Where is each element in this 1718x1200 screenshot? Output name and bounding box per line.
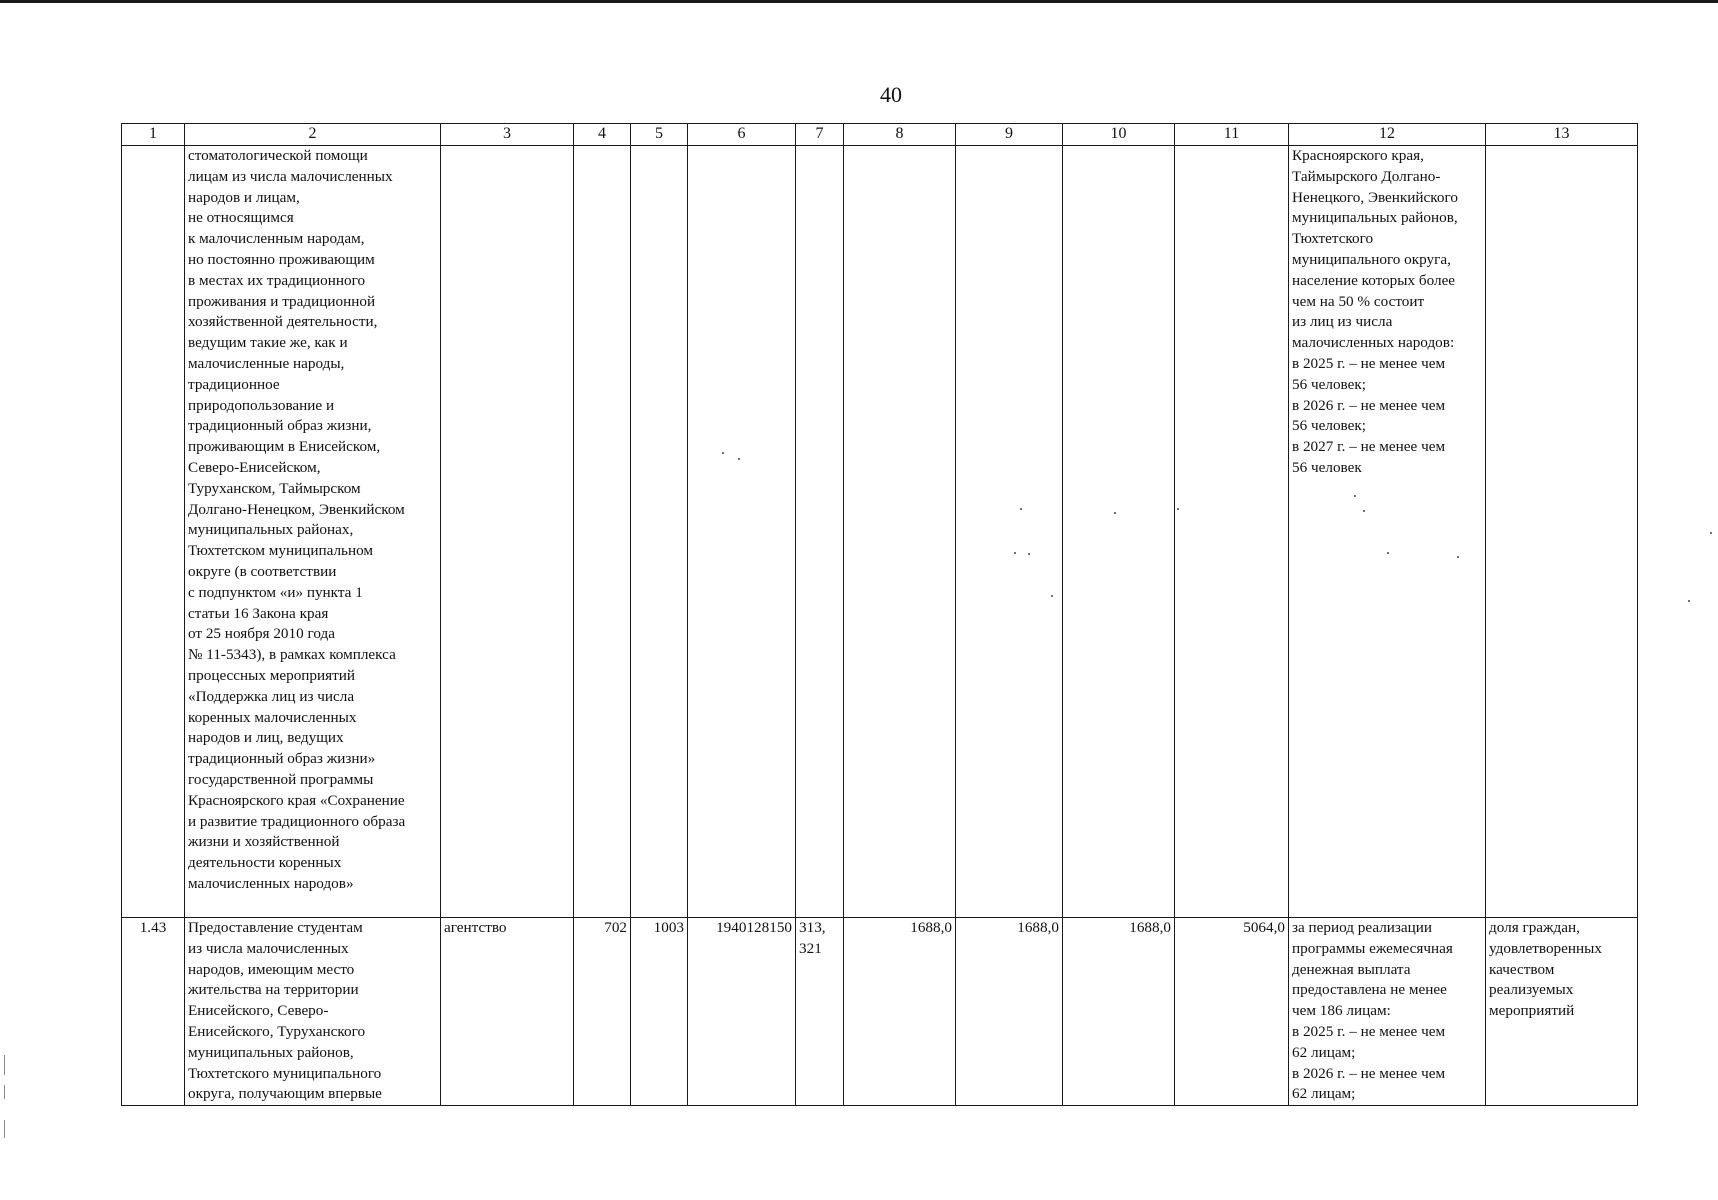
column-header: 7 [796,124,844,146]
cell-indicator [1486,146,1638,918]
column-header: 12 [1289,124,1486,146]
text-line: качеством [1489,960,1555,978]
indicator-lines [1489,918,1634,1022]
text-line: округа, получающим впервые [188,1085,382,1103]
cell-total [1175,146,1289,918]
text-line: чем на 50 % состоит [1292,292,1425,310]
cell-number [122,146,185,918]
column-header: 4 [574,124,631,146]
text-line: 56 человек; [1292,417,1366,435]
text-line: реализуемых [1489,981,1574,999]
scan-speck [1710,532,1712,534]
text-line: Красноярского края «Сохранение [188,791,405,809]
text-line: лицам из числа малочисленных [188,167,393,185]
text-line: но постоянно проживающим [188,250,375,268]
text-line: жизни и хозяйственной [188,833,340,851]
text-line: народов и лицам, [188,188,300,206]
expected-result-lines [1292,918,1482,1105]
activity-name-lines [188,146,437,895]
text-line: процессных мероприятий [188,666,356,684]
cell-vr [796,918,844,1106]
text-line: деятельности коренных [188,854,342,872]
text-line: мероприятий [1489,1002,1575,1020]
text-line: Енисейского, Северо- [188,1002,329,1020]
text-line: муниципальных районов, [188,1043,354,1061]
text-line: Предоставление студентам [188,919,363,936]
cell-activity-name [185,146,441,918]
text-line: программы ежемесячная [1292,939,1453,957]
text-line: государственной программы [188,770,374,788]
text-line: из лиц из числа [1292,313,1393,331]
cell-indicator [1486,918,1638,1106]
scan-top-border [0,0,1718,3]
scan-edge-mark [4,1120,5,1138]
scan-speck [1028,553,1030,555]
cell-2027 [1063,146,1175,918]
text-line: муниципальных районов, [1292,209,1458,227]
column-header: 2 [185,124,441,146]
cell-2027: 1688,0 [1063,918,1175,1106]
text-line: муниципальных районах, [188,521,354,539]
cell-rzpr: 1003 [631,918,688,1106]
text-line: малочисленные народы, [188,354,345,372]
text-line: Долгано-Ненецком, Эвенкийском [188,500,405,518]
text-line: в 2025 г. – не менее чем [1292,1022,1446,1040]
text-line: к малочисленным народам, [188,230,365,248]
scan-edge-mark [4,1085,5,1099]
text-line: предоставлена не менее [1292,981,1447,999]
scan-speck [1354,495,1356,497]
cell-rzpr [631,146,688,918]
text-line: традиционное [188,375,280,393]
text-line: в 2027 г. – не менее чем [1292,438,1446,456]
cell-2026: 1688,0 [956,918,1063,1106]
column-header: 13 [1486,124,1638,146]
cell-2025 [844,146,956,918]
text-line: Таймырского Долгано- [1292,167,1441,185]
text-line: традиционный образ жизни» [188,750,376,768]
scan-speck [1688,600,1690,602]
text-line: население которых более [1292,271,1456,289]
scan-speck [1387,552,1389,554]
column-number-row [122,124,1638,146]
cell-vr [796,146,844,918]
text-line: округе (в соответствии [188,562,337,580]
column-header: 10 [1063,124,1175,146]
text-line: хозяйственной деятельности, [188,313,378,331]
scan-speck [1020,508,1022,510]
column-header: 5 [631,124,688,146]
text-line: удовлетворенных [1489,939,1602,957]
text-line: в 2026 г. – не менее чем [1292,396,1446,414]
cell-csr: 1940128150 [688,918,796,1106]
scan-speck [738,458,740,460]
vr-lines [799,918,840,960]
cell-grbs: 702 [574,918,631,1106]
cell-expected-result [1289,146,1486,918]
text-line: Тюхтетского муниципального [188,1064,382,1082]
text-line: денежная выплата [1292,960,1411,978]
program-activities-table [121,123,1638,1106]
text-line: из числа малочисленных [188,939,349,957]
text-line: Енисейского, Туруханского [188,1022,366,1040]
cell-grbs [574,146,631,918]
column-header: 8 [844,124,956,146]
text-line: в 2025 г. – не менее чем [1292,354,1446,372]
cell-executor: агентство [441,918,574,1106]
table-row [122,918,1638,1106]
text-line: Тюхтетском муниципальном [188,542,374,560]
text-line: 321 [799,939,822,957]
cell-number: 1.43 [122,918,185,1106]
cell-2026 [956,146,1063,918]
column-header: 9 [956,124,1063,146]
text-line: природопользование и [188,396,335,414]
text-line: Ненецкого, Эвенкийского [1292,188,1458,206]
table-row-continued [122,146,1638,918]
scan-edge-mark [4,1055,5,1075]
scan-speck [1014,552,1016,554]
expected-result-lines [1292,146,1482,479]
text-line: жительства на территории [188,981,359,999]
text-line: традиционный образ жизни, [188,417,372,435]
cell-2025: 1688,0 [844,918,956,1106]
scan-speck [1177,508,1179,510]
text-line: 62 лицам; [1292,1085,1356,1103]
cell-csr [688,146,796,918]
text-line: доля граждан, [1489,919,1580,936]
text-line: народов и лиц, ведущих [188,729,344,747]
text-line: проживания и традиционной [188,292,376,310]
text-line: и развитие традиционного образа [188,812,406,830]
scan-speck [1363,510,1365,512]
text-line: в 2026 г. – не менее чем [1292,1064,1446,1082]
text-line: чем 186 лицам: [1292,1002,1391,1020]
text-line: проживающим в Енисейском, [188,438,381,456]
cell-total: 5064,0 [1175,918,1289,1106]
text-line: 313, [799,919,826,936]
text-line: «Поддержка лиц из числа [188,687,355,705]
text-line: с подпунктом «и» пункта 1 [188,583,363,601]
text-line: 56 человек [1292,458,1362,476]
text-line: 56 человек; [1292,375,1366,393]
text-line: ведущим такие же, как и [188,334,348,352]
scan-speck [1457,556,1459,558]
text-line: от 25 ноября 2010 года [188,625,335,643]
text-line: Красноярского края, [1292,147,1424,164]
text-line: Туруханском, Таймырском [188,479,361,497]
scan-speck [1051,595,1053,597]
column-header: 11 [1175,124,1289,146]
text-line: № 11-5343), в рамках комплекса [188,646,396,664]
text-line: коренных малочисленных [188,708,357,726]
activity-name-lines [188,918,437,1105]
text-line: муниципального округа, [1292,250,1451,268]
text-line: стоматологической помощи [188,147,368,164]
column-header: 3 [441,124,574,146]
cell-activity-name [185,918,441,1106]
scan-speck [1114,512,1116,514]
column-header: 1 [122,124,185,146]
text-line: за период реализации [1292,919,1433,936]
text-line: Тюхтетского [1292,230,1374,248]
text-line: малочисленных народов» [188,874,354,892]
text-line: Северо-Енисейском, [188,458,321,476]
text-line: статьи 16 Закона края [188,604,329,622]
cell-expected-result [1289,918,1486,1106]
page-number: 40 [880,82,902,107]
scan-speck [722,452,724,454]
text-line: не относящимся [188,209,294,227]
text-line: народов, имеющим место [188,960,355,978]
text-line: малочисленных народов: [1292,334,1455,352]
column-header: 6 [688,124,796,146]
text-line: 62 лицам; [1292,1043,1356,1061]
cell-executor [441,146,574,918]
text-line: в местах их традиционного [188,271,366,289]
